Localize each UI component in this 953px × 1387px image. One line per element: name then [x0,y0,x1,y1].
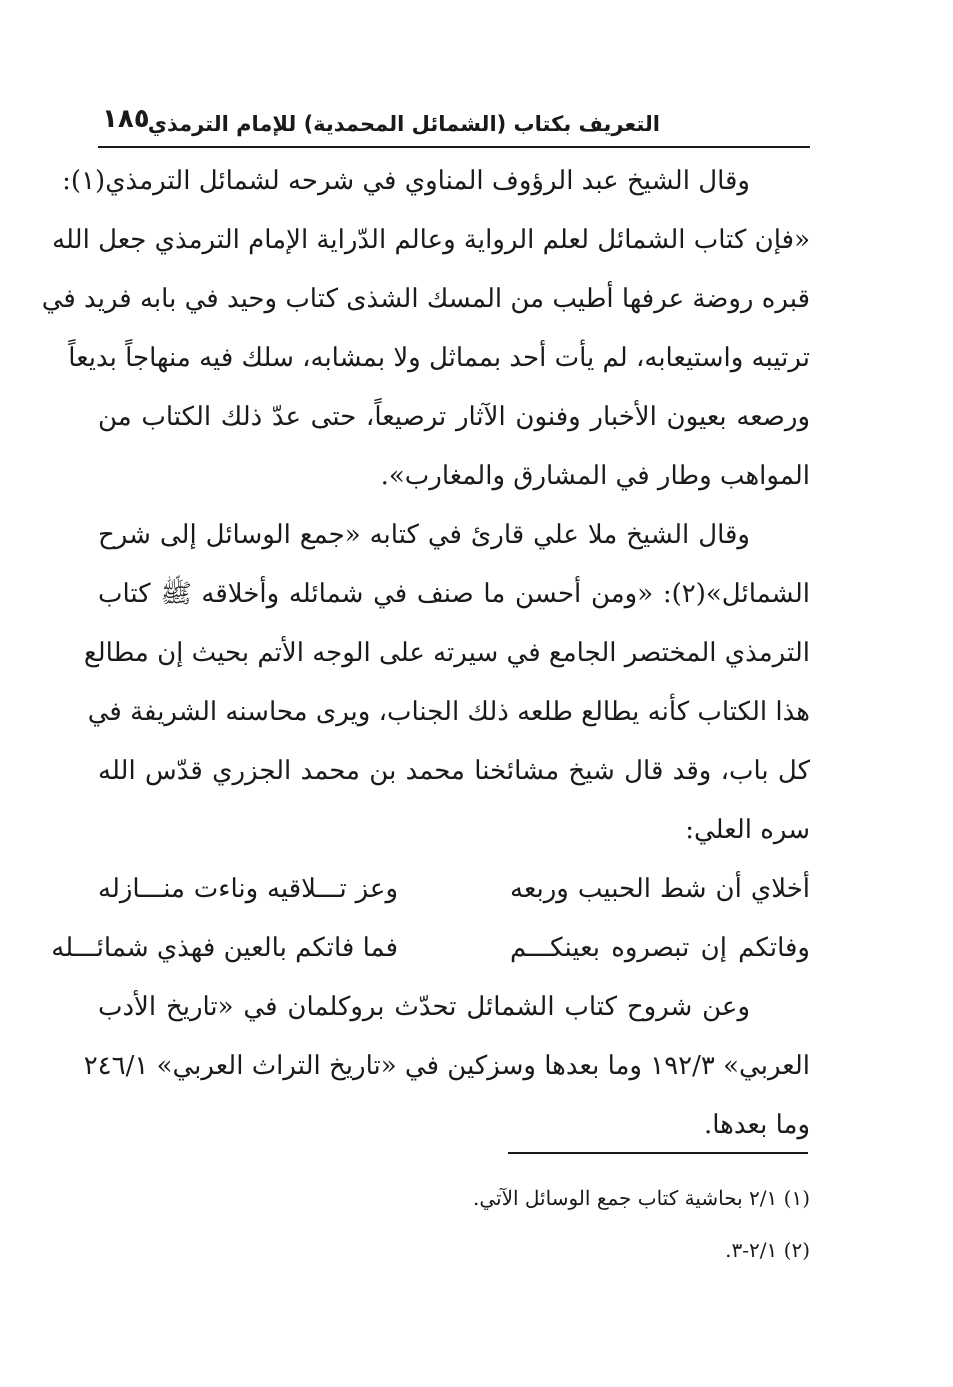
poem-first-hemistich: أخلاي أن شط الحبيب وربعه [510,874,810,904]
text-line: وقال الشيخ عبد الرؤوف المناوي في شرحه لشمائل الترمذي(١): [62,166,750,196]
text-line: وقال الشيخ ملا علي قارئ في كتابه «جمع الوسائل إلى شرح [98,520,750,550]
text-line: كل باب، وقد قال شيخ مشائخنا محمد بن محمد الجزري قدّس الله [98,756,810,786]
poem-first-hemistich: وفاتكم إن تبصروه بعينكـــم [510,933,810,963]
text-line: الترمذي المختصر الجامع في سيرته على الوجه الأتم بحيث إن مطالع [83,638,810,668]
text-line: هذا الكتاب كأنه يطالع طلعه ذلك الجناب، ويرى محاسنه الشريفة في [87,697,810,727]
poem-verse [98,860,810,919]
text-line: سره العلي: [685,815,810,845]
main-text [41,152,810,1155]
poem-verse [51,919,810,978]
poem-second-hemistich: وعز تـــلاقيه وناءت منـــازله [98,874,398,904]
text-line: قبره روضة عرفها أطيب من المسك الشذى كتاب وحيد في بابه فريد في [41,284,810,314]
text-line: وما بعدها. [704,1110,810,1140]
footnote-rule [508,1152,808,1154]
text-line: وعن شروح كتاب الشمائل تحدّث بروكلمان في «تاريخ الأدب [98,992,750,1022]
footnote: (١) ٢/١ بحاشية كتاب جمع الوسائل الآتي. [473,1186,810,1210]
running-title: التعريف بكتاب (الشمائل المحمدية) للإمام الترمذي [147,112,660,136]
text-line: «فإن كتاب الشمائل لعلم الرواية وعالم الدّراية الإمام الترمذي جعل الله [52,225,810,255]
footnotes [98,1172,810,1276]
text-line: ترتيبه واستيعابه، لم يأت أحد بمماثل ولا بمشابه، سلك فيه منهاجاً بديعاً [68,343,810,373]
text-line: العربي» ١٩٢/٣ وما بعدها وسزكين في «تاريخ التراث العربي» ٢٤٦/١ [83,1051,810,1081]
running-header [98,102,810,142]
footnote: (٢) ٢/١-٣. [725,1238,810,1262]
header-rule [98,146,810,148]
text-line: المواهب وطار في المشارق والمغارب». [380,461,810,491]
poem-second-hemistich: فما فاتكم بالعين فهذي شمائـــله [51,933,398,963]
page-number: ١٨٥ [102,104,150,134]
text-line: الشمائل»(٢): «ومن أحسن ما صنف في شمائله وأخلاقه ﷺ كتاب [98,579,810,609]
text-line: ورصعه بعيون الأخبار وفنون الآثار ترصيعاً، حتى عدّ ذلك الكتاب من [98,402,810,432]
